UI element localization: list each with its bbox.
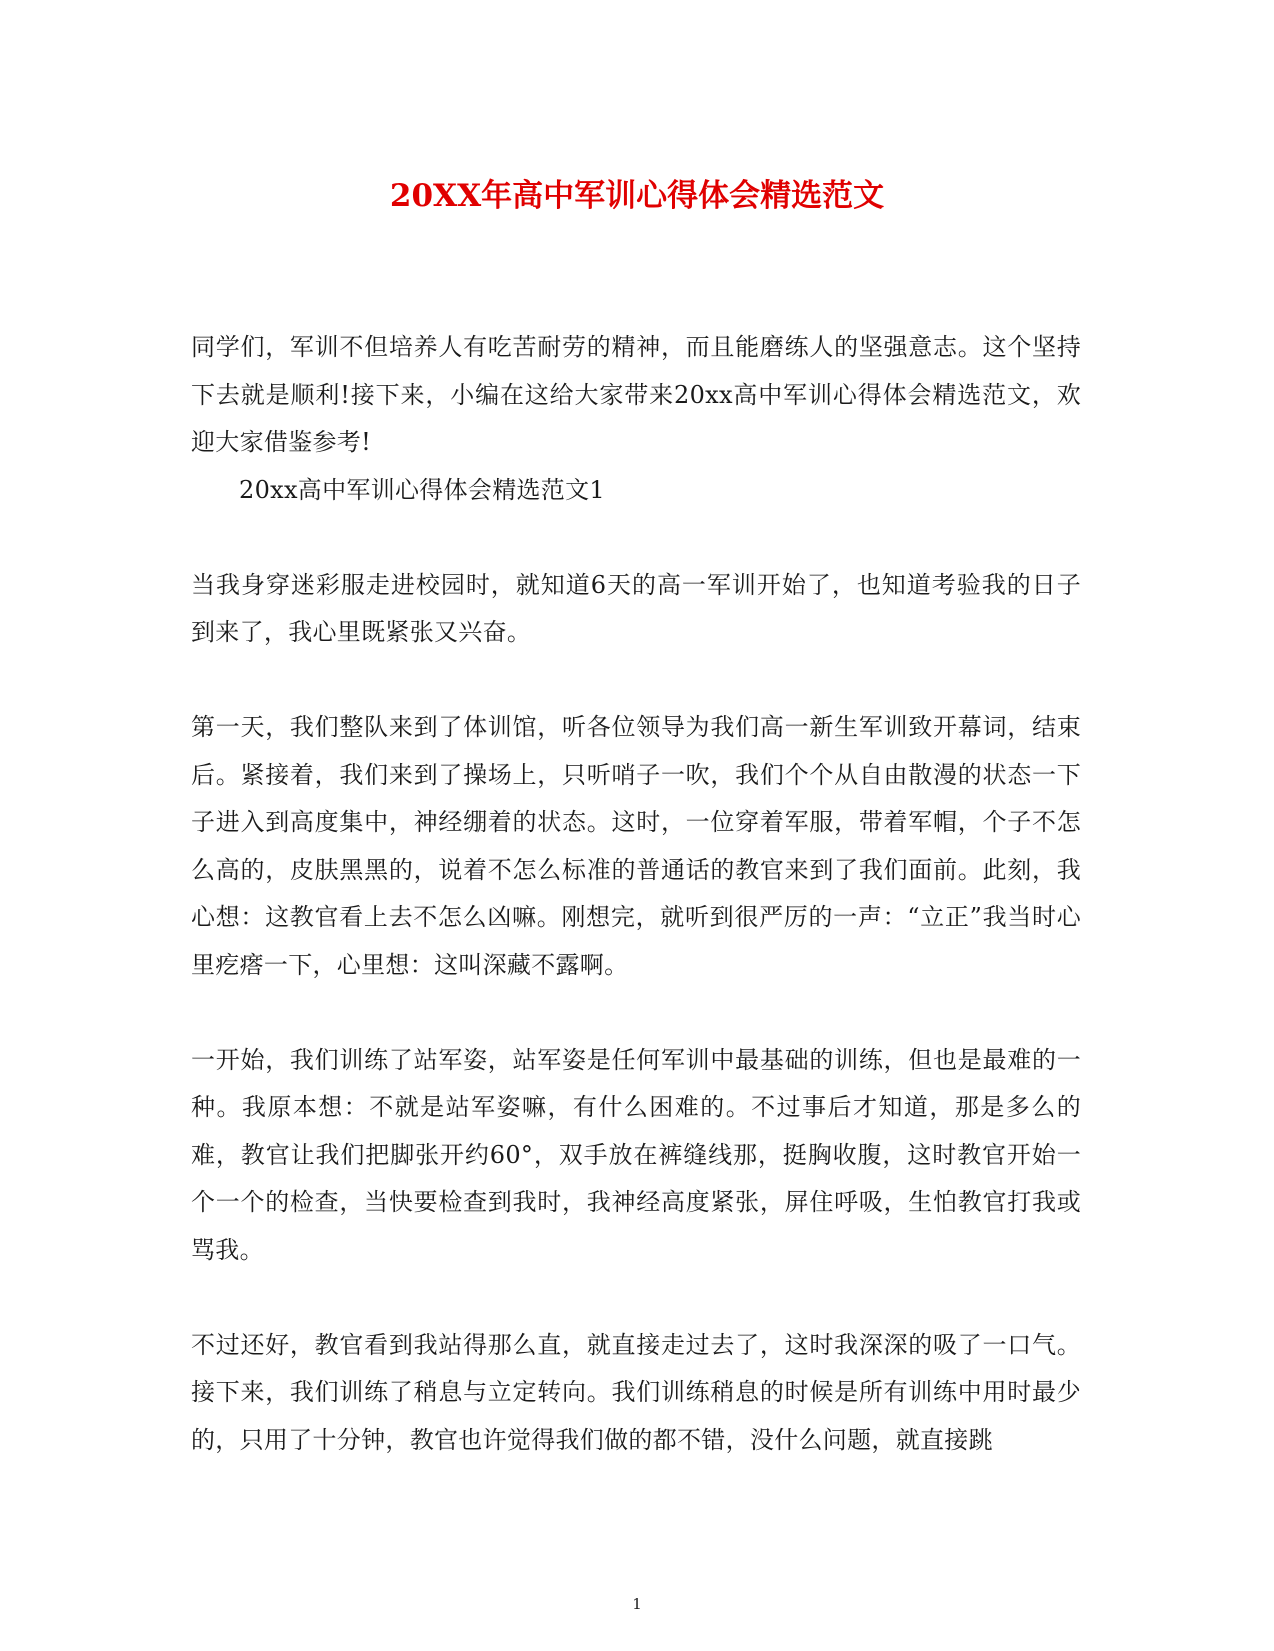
paragraph-spacer (191, 657, 1081, 705)
paragraph-spacer (191, 1274, 1081, 1322)
paragraph-spacer (191, 989, 1081, 1037)
paragraph-1: 当我身穿迷彩服走进校园时，就知道6天的高一军训开始了，也知道考验我的日子到来了，我心里既紧张又兴奋。 (191, 570, 1081, 646)
paragraph-spacer (191, 514, 1081, 562)
page-number: 1 (632, 1595, 642, 1613)
paragraph-3: 一开始，我们训练了站军姿，站军姿是任何军训中最基础的训练，但也是最难的一种。我原本想：不就是站军姿嘛，有什么困难的。不过事后才知道，那是多么的难，教官让我们把脚张开约60°，双手放在裤缝线那，挺胸收腹，这时教官开始一个一个的检查，当快要检查到我时，我神经高度紧张，屏住呼吸，生怕教官打我或骂我。 (191, 1045, 1081, 1264)
paragraph-2: 第一天，我们整队来到了体训馆，听各位领导为我们高一新生军训致开幕词，结束后。紧接着，我们来到了操场上，只听哨子一吹，我们个个从自由散漫的状态一下子进入到高度集中，神经绷着的状态。这时，一位穿着军服，带着军帽，个子不怎么高的，皮肤黑黑的，说着不怎么标准的普通话的教官来到了我们面前。此刻，我心想：这教官看上去不怎么凶嘛。刚想完，就听到很严厉的一声：“立正”我当时心里疙瘩一下，心里想：这叫深藏不露啊。 (191, 713, 1081, 979)
paragraph-intro: 同学们，军训不但培养人有吃苦耐劳的精神，而且能磨练人的坚强意志。这个坚持下去就是顺利!接下来，小编在这给大家带来20xx高中军训心得体会精选范文，欢迎大家借鉴参考! (191, 333, 1081, 456)
document-title: 20XX年高中军训心得体会精选范文 (389, 178, 885, 214)
section-heading: 20xx高中军训心得体会精选范文1 (239, 475, 605, 504)
paragraph-4: 不过还好，教官看到我站得那么直，就直接走过去了，这时我深深的吸了一口气。接下来，我们训练了稍息与立定转向。我们训练稍息的时候是所有训练中用时最少的，只用了十分钟，教官也许觉得我们做的都不错，没什么问题，就直接跳 (191, 1330, 1081, 1454)
document-body (191, 324, 1081, 1464)
